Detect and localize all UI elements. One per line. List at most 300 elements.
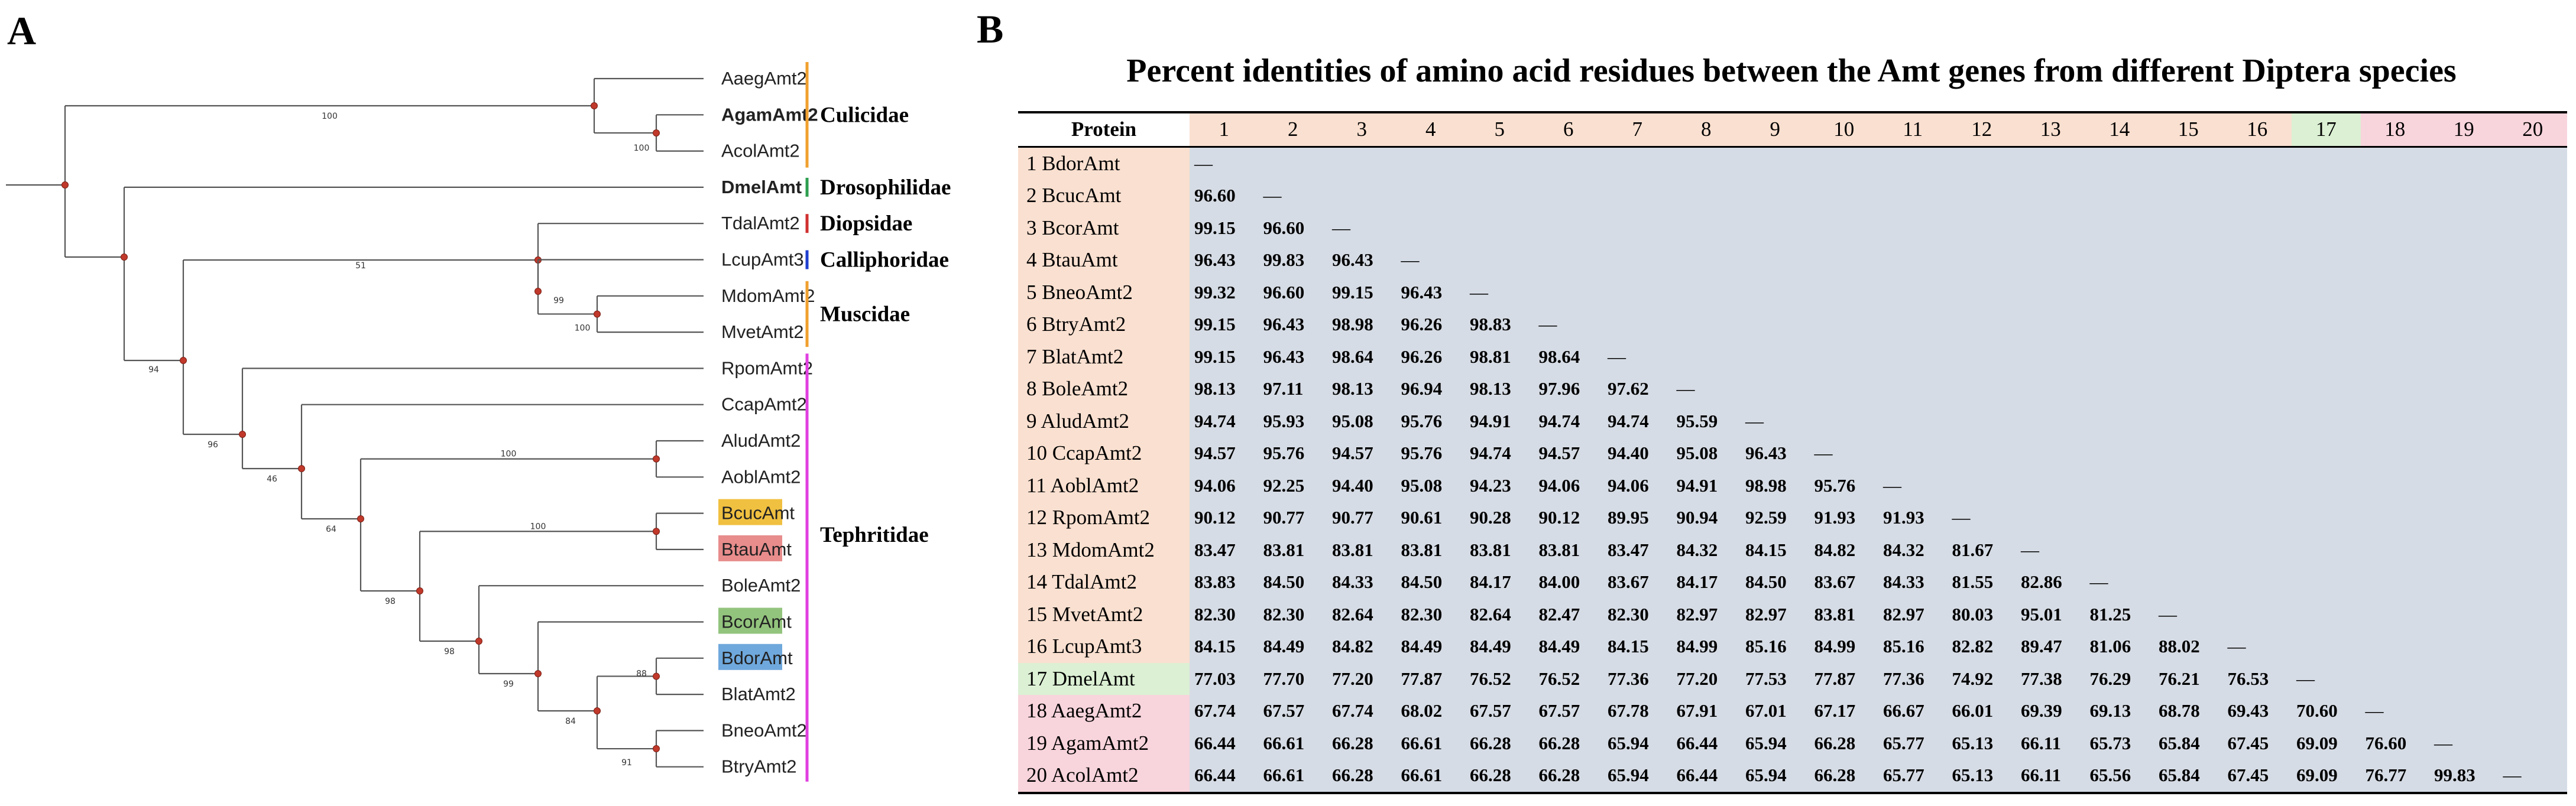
leaf-label: RpomAmt2 bbox=[721, 358, 814, 379]
leaf-label: CcapAmt2 bbox=[721, 394, 807, 415]
identity-cell: 95.76 bbox=[1810, 470, 1879, 502]
bootstrap-value: 88 bbox=[636, 669, 647, 679]
identity-cell: 65.94 bbox=[1741, 759, 1810, 793]
identity-cell: — bbox=[2361, 695, 2430, 727]
identity-cell: 67.57 bbox=[1534, 695, 1603, 727]
identity-cell: 84.99 bbox=[1810, 630, 1879, 663]
identity-cell: 96.60 bbox=[1259, 212, 1328, 245]
table-row bbox=[1018, 534, 2567, 567]
identity-cell bbox=[2085, 534, 2154, 567]
identity-cell: 76.53 bbox=[2223, 663, 2292, 696]
identity-cell bbox=[2154, 534, 2223, 567]
identity-cell bbox=[1534, 212, 1603, 245]
identity-cell bbox=[2499, 534, 2568, 567]
identity-cell: 67.17 bbox=[1810, 695, 1879, 727]
bootstrap-value: 94 bbox=[148, 365, 159, 375]
identity-cell: 67.45 bbox=[2223, 759, 2292, 793]
identity-cell bbox=[2016, 470, 2085, 502]
identity-cell: 77.87 bbox=[1396, 663, 1466, 696]
tree-node bbox=[594, 311, 601, 317]
identity-cell: — bbox=[2016, 534, 2085, 567]
identity-cell: 96.43 bbox=[1327, 244, 1396, 277]
identity-cell bbox=[2154, 147, 2223, 180]
identity-cell: 76.52 bbox=[1465, 663, 1534, 696]
leaf-label: DmelAmt bbox=[721, 176, 802, 197]
identity-cell: 82.64 bbox=[1327, 599, 1396, 631]
identity-cell bbox=[2154, 277, 2223, 309]
identity-cell: 95.08 bbox=[1672, 437, 1741, 470]
table-row bbox=[1018, 470, 2567, 502]
identity-cell: — bbox=[1396, 244, 1466, 277]
identity-cell: 96.60 bbox=[1259, 277, 1328, 309]
identity-table bbox=[1018, 111, 2567, 794]
identity-cell: 90.94 bbox=[1672, 502, 1741, 534]
column-header: 15 bbox=[2154, 112, 2223, 147]
table-title: Percent identities of amino acid residues between the Amt genes from different Diptera species bbox=[1126, 53, 2457, 89]
identity-cell bbox=[2292, 405, 2361, 438]
leaf-label: BcorAmt bbox=[721, 611, 792, 632]
row-label: 6 BtryAmt2 bbox=[1018, 308, 1190, 341]
identity-cell bbox=[2499, 244, 2568, 277]
identity-cell bbox=[2361, 599, 2430, 631]
identity-cell: 65.94 bbox=[1603, 727, 1672, 760]
identity-cell bbox=[1741, 147, 1810, 180]
identity-cell bbox=[1741, 212, 1810, 245]
identity-cell: 66.61 bbox=[1259, 727, 1328, 760]
identity-cell bbox=[1672, 308, 1741, 341]
identity-cell: 84.32 bbox=[1878, 534, 1948, 567]
identity-cell: 82.64 bbox=[1465, 599, 1534, 631]
identity-cell: 89.47 bbox=[2016, 630, 2085, 663]
identity-cell bbox=[2154, 180, 2223, 212]
leaf-label: BneoAmt2 bbox=[721, 720, 807, 741]
identity-cell: 94.06 bbox=[1603, 470, 1672, 502]
identity-cell: 98.64 bbox=[1534, 341, 1603, 373]
identity-cell bbox=[2154, 212, 2223, 245]
identity-cell bbox=[1741, 308, 1810, 341]
identity-cell bbox=[2361, 212, 2430, 245]
identity-cell bbox=[1948, 437, 2017, 470]
identity-cell bbox=[1396, 147, 1466, 180]
identity-cell bbox=[2499, 180, 2568, 212]
identity-cell: 83.67 bbox=[1810, 566, 1879, 599]
identity-cell bbox=[2085, 373, 2154, 405]
identity-cell bbox=[2223, 502, 2292, 534]
identity-cell: 82.30 bbox=[1190, 599, 1259, 631]
identity-cell bbox=[2499, 663, 2568, 696]
identity-cell bbox=[1878, 373, 1948, 405]
bootstrap-value: 98 bbox=[385, 597, 396, 606]
identity-cell: 66.61 bbox=[1259, 759, 1328, 793]
identity-cell: 84.33 bbox=[1327, 566, 1396, 599]
identity-cell: 94.74 bbox=[1190, 405, 1259, 438]
identity-cell: 99.83 bbox=[2429, 759, 2499, 793]
identity-cell: 77.53 bbox=[1741, 663, 1810, 696]
identity-cell bbox=[1948, 277, 2017, 309]
identity-cell bbox=[2429, 147, 2499, 180]
identity-cell: 83.67 bbox=[1603, 566, 1672, 599]
panel-a-label: A bbox=[7, 8, 37, 53]
identity-cell: 65.94 bbox=[1741, 727, 1810, 760]
identity-cell bbox=[2016, 277, 2085, 309]
identity-cell bbox=[2016, 373, 2085, 405]
leaf-label: AaegAmt2 bbox=[721, 68, 807, 89]
identity-cell bbox=[1672, 180, 1741, 212]
identity-cell: 98.13 bbox=[1190, 373, 1259, 405]
identity-cell bbox=[2292, 437, 2361, 470]
identity-cell: 76.60 bbox=[2361, 727, 2430, 760]
table-row bbox=[1018, 373, 2567, 405]
identity-cell: 66.28 bbox=[1810, 759, 1879, 793]
identity-cell bbox=[2361, 534, 2430, 567]
identity-cell: 82.47 bbox=[1534, 599, 1603, 631]
protein-header: Protein bbox=[1018, 112, 1190, 147]
leaf-label: BoleAmt2 bbox=[721, 575, 801, 596]
identity-cell: 98.81 bbox=[1465, 341, 1534, 373]
identity-cell bbox=[1878, 437, 1948, 470]
bootstrap-value: 98 bbox=[444, 647, 455, 656]
identity-cell bbox=[2085, 341, 2154, 373]
identity-cell: 68.78 bbox=[2154, 695, 2223, 727]
identity-cell bbox=[2429, 212, 2499, 245]
identity-cell bbox=[1878, 244, 1948, 277]
identity-cell: 76.29 bbox=[2085, 663, 2154, 696]
identity-cell: 94.23 bbox=[1465, 470, 1534, 502]
identity-cell bbox=[2429, 308, 2499, 341]
leaf-label: LcupAmt3 bbox=[721, 249, 804, 270]
identity-cell bbox=[1948, 470, 2017, 502]
identity-cell bbox=[2016, 147, 2085, 180]
identity-cell: 84.99 bbox=[1672, 630, 1741, 663]
table-row bbox=[1018, 437, 2567, 470]
row-label: 3 BcorAmt bbox=[1018, 212, 1190, 245]
tree-node bbox=[653, 129, 660, 136]
identity-cell bbox=[2292, 373, 2361, 405]
identity-cell: 95.76 bbox=[1396, 405, 1466, 438]
identity-cell: 94.40 bbox=[1327, 470, 1396, 502]
identity-cell bbox=[1741, 277, 1810, 309]
identity-cell bbox=[2429, 244, 2499, 277]
identity-cell: 66.61 bbox=[1396, 727, 1466, 760]
identity-cell bbox=[1465, 244, 1534, 277]
phylogenetic-tree bbox=[0, 0, 1005, 806]
identity-cell bbox=[2361, 437, 2430, 470]
tree-node bbox=[591, 102, 598, 109]
identity-cell bbox=[1603, 308, 1672, 341]
identity-cell bbox=[2223, 437, 2292, 470]
column-header: 20 bbox=[2499, 112, 2568, 147]
identity-cell bbox=[1810, 405, 1879, 438]
identity-cell: 65.73 bbox=[2085, 727, 2154, 760]
column-header: 9 bbox=[1741, 112, 1810, 147]
table-row bbox=[1018, 180, 2567, 212]
tree-node bbox=[239, 431, 246, 438]
identity-cell bbox=[2361, 277, 2430, 309]
identity-cell bbox=[1878, 212, 1948, 245]
identity-cell bbox=[2223, 308, 2292, 341]
table-row bbox=[1018, 599, 2567, 631]
identity-cell: 83.47 bbox=[1190, 534, 1259, 567]
column-header: 5 bbox=[1465, 112, 1534, 147]
identity-cell: 92.25 bbox=[1259, 470, 1328, 502]
identity-cell: 68.02 bbox=[1396, 695, 1466, 727]
row-label: 19 AgamAmt2 bbox=[1018, 727, 1190, 760]
identity-cell: 66.44 bbox=[1672, 727, 1741, 760]
identity-cell bbox=[1948, 308, 2017, 341]
column-header: 12 bbox=[1948, 112, 2017, 147]
table-row bbox=[1018, 727, 2567, 760]
identity-cell: 65.94 bbox=[1603, 759, 1672, 793]
identity-cell: 81.25 bbox=[2085, 599, 2154, 631]
identity-cell bbox=[2016, 308, 2085, 341]
tree-node bbox=[653, 746, 660, 752]
identity-cell bbox=[2429, 373, 2499, 405]
row-label: 8 BoleAmt2 bbox=[1018, 373, 1190, 405]
identity-cell: — bbox=[1948, 502, 2017, 534]
identity-cell: 84.49 bbox=[1465, 630, 1534, 663]
identity-cell bbox=[1810, 373, 1879, 405]
identity-cell: 84.15 bbox=[1603, 630, 1672, 663]
identity-cell: 77.38 bbox=[2016, 663, 2085, 696]
identity-cell: 69.09 bbox=[2292, 727, 2361, 760]
bootstrap-value: 99 bbox=[503, 680, 514, 689]
identity-cell: 69.39 bbox=[2016, 695, 2085, 727]
identity-cell bbox=[1672, 212, 1741, 245]
identity-cell: 67.78 bbox=[1603, 695, 1672, 727]
row-label: 1 BdorAmt bbox=[1018, 147, 1190, 180]
identity-cell: 66.11 bbox=[2016, 759, 2085, 793]
bootstrap-value: 51 bbox=[355, 261, 366, 271]
identity-cell: 84.82 bbox=[1327, 630, 1396, 663]
identity-cell: 98.64 bbox=[1327, 341, 1396, 373]
identity-cell bbox=[2361, 502, 2430, 534]
row-label: 9 AludAmt2 bbox=[1018, 405, 1190, 438]
identity-cell: 96.94 bbox=[1396, 373, 1466, 405]
identity-cell bbox=[2085, 277, 2154, 309]
tree-node bbox=[417, 588, 423, 594]
identity-cell: 91.93 bbox=[1810, 502, 1879, 534]
column-header: 7 bbox=[1603, 112, 1672, 147]
identity-cell: — bbox=[1672, 373, 1741, 405]
identity-cell bbox=[1948, 244, 2017, 277]
row-label: 12 RpomAmt2 bbox=[1018, 502, 1190, 534]
identity-cell: 65.56 bbox=[2085, 759, 2154, 793]
identity-cell: 99.15 bbox=[1327, 277, 1396, 309]
identity-cell: 65.84 bbox=[2154, 727, 2223, 760]
tree-node bbox=[653, 673, 660, 680]
row-label: 15 MvetAmt2 bbox=[1018, 599, 1190, 631]
identity-cell: 95.59 bbox=[1672, 405, 1741, 438]
identity-cell bbox=[1948, 180, 2017, 212]
identity-cell: 95.76 bbox=[1259, 437, 1328, 470]
identity-cell: 83.81 bbox=[1327, 534, 1396, 567]
column-header: 1 bbox=[1190, 112, 1259, 147]
identity-cell: 89.95 bbox=[1603, 502, 1672, 534]
identity-cell bbox=[1396, 180, 1466, 212]
identity-cell bbox=[1741, 244, 1810, 277]
identity-cell: 81.67 bbox=[1948, 534, 2017, 567]
identity-cell: 70.60 bbox=[2292, 695, 2361, 727]
identity-cell: 66.67 bbox=[1878, 695, 1948, 727]
identity-cell bbox=[2361, 405, 2430, 438]
identity-cell: 66.61 bbox=[1396, 759, 1466, 793]
identity-cell: — bbox=[2085, 566, 2154, 599]
table-row bbox=[1018, 630, 2567, 663]
identity-cell bbox=[2223, 373, 2292, 405]
identity-cell: 96.43 bbox=[1741, 437, 1810, 470]
identity-cell bbox=[2429, 405, 2499, 438]
identity-cell bbox=[2361, 244, 2430, 277]
identity-cell: 67.91 bbox=[1672, 695, 1741, 727]
row-label: 18 AaegAmt2 bbox=[1018, 695, 1190, 727]
leaf-label: AoblAmt2 bbox=[721, 466, 801, 488]
identity-cell: 66.28 bbox=[1327, 727, 1396, 760]
identity-cell: 66.11 bbox=[2016, 727, 2085, 760]
identity-cell: — bbox=[1465, 277, 1534, 309]
identity-cell bbox=[1810, 147, 1879, 180]
identity-cell bbox=[2016, 437, 2085, 470]
identity-cell: 98.13 bbox=[1465, 373, 1534, 405]
row-label: 10 CcapAmt2 bbox=[1018, 437, 1190, 470]
identity-cell: 99.15 bbox=[1190, 308, 1259, 341]
identity-cell bbox=[2154, 308, 2223, 341]
identity-cell: 84.15 bbox=[1190, 630, 1259, 663]
column-header: 6 bbox=[1534, 112, 1603, 147]
tree-node bbox=[476, 638, 482, 645]
identity-cell bbox=[2154, 566, 2223, 599]
leaf-label: BtryAmt2 bbox=[721, 756, 797, 777]
identity-cell: 66.28 bbox=[1810, 727, 1879, 760]
identity-cell bbox=[1948, 373, 2017, 405]
identity-cell: 74.92 bbox=[1948, 663, 2017, 696]
identity-cell bbox=[2429, 599, 2499, 631]
identity-cell: 82.97 bbox=[1672, 599, 1741, 631]
identity-cell: 97.62 bbox=[1603, 373, 1672, 405]
identity-cell bbox=[2223, 180, 2292, 212]
identity-cell: — bbox=[1603, 341, 1672, 373]
identity-cell: 99.32 bbox=[1190, 277, 1259, 309]
identity-cell: — bbox=[1190, 147, 1259, 180]
identity-cell: 95.93 bbox=[1259, 405, 1328, 438]
family-label: Drosophilidae bbox=[820, 175, 951, 200]
identity-cell bbox=[2361, 630, 2430, 663]
identity-cell bbox=[1810, 212, 1879, 245]
identity-cell: 66.01 bbox=[1948, 695, 2017, 727]
identity-cell: — bbox=[2429, 727, 2499, 760]
panel-b-label: B bbox=[977, 6, 1004, 51]
identity-cell bbox=[1948, 341, 2017, 373]
identity-cell: 65.77 bbox=[1878, 759, 1948, 793]
identity-cell: — bbox=[2499, 759, 2568, 793]
identity-cell bbox=[2223, 244, 2292, 277]
identity-cell: 84.49 bbox=[1259, 630, 1328, 663]
identity-cell: 84.50 bbox=[1259, 566, 1328, 599]
identity-cell: 81.55 bbox=[1948, 566, 2017, 599]
identity-cell bbox=[1534, 244, 1603, 277]
identity-cell bbox=[2223, 212, 2292, 245]
identity-cell bbox=[2154, 244, 2223, 277]
identity-cell bbox=[1810, 180, 1879, 212]
family-label: Muscidae bbox=[820, 302, 910, 327]
family-label: Calliphoridae bbox=[820, 248, 949, 272]
identity-cell bbox=[2361, 566, 2430, 599]
row-label: 5 BneoAmt2 bbox=[1018, 277, 1190, 309]
table-row bbox=[1018, 341, 2567, 373]
bootstrap-value: 100 bbox=[574, 323, 591, 333]
identity-cell bbox=[1327, 180, 1396, 212]
identity-cell: — bbox=[1810, 437, 1879, 470]
identity-cell: 82.97 bbox=[1741, 599, 1810, 631]
identity-cell: 82.30 bbox=[1396, 599, 1466, 631]
identity-cell bbox=[1396, 212, 1466, 245]
identity-cell: 82.97 bbox=[1878, 599, 1948, 631]
identity-cell: 95.08 bbox=[1396, 470, 1466, 502]
table-row bbox=[1018, 244, 2567, 277]
identity-cell bbox=[1534, 180, 1603, 212]
identity-cell bbox=[2223, 599, 2292, 631]
identity-cell: 88.02 bbox=[2154, 630, 2223, 663]
identity-cell bbox=[2085, 502, 2154, 534]
identity-cell bbox=[2292, 277, 2361, 309]
row-label: 2 BcucAmt bbox=[1018, 180, 1190, 212]
identity-cell: 94.06 bbox=[1190, 470, 1259, 502]
identity-cell bbox=[1603, 244, 1672, 277]
identity-cell bbox=[1603, 212, 1672, 245]
identity-cell: 82.86 bbox=[2016, 566, 2085, 599]
identity-cell: 98.83 bbox=[1465, 308, 1534, 341]
identity-cell bbox=[1810, 244, 1879, 277]
identity-cell: 84.50 bbox=[1396, 566, 1466, 599]
identity-cell: — bbox=[1534, 308, 1603, 341]
identity-cell: 66.28 bbox=[1465, 759, 1534, 793]
identity-cell bbox=[1878, 341, 1948, 373]
identity-cell bbox=[2085, 180, 2154, 212]
identity-cell bbox=[2292, 470, 2361, 502]
tree-node bbox=[121, 254, 128, 261]
leaf-label: AcolAmt2 bbox=[721, 140, 800, 161]
identity-cell: — bbox=[2154, 599, 2223, 631]
tree-node bbox=[653, 528, 660, 535]
identity-cell bbox=[2154, 502, 2223, 534]
identity-cell bbox=[2429, 341, 2499, 373]
identity-cell: 83.81 bbox=[1396, 534, 1466, 567]
identity-cell bbox=[2292, 180, 2361, 212]
identity-cell: 99.15 bbox=[1190, 341, 1259, 373]
identity-cell bbox=[2292, 308, 2361, 341]
identity-cell bbox=[1948, 212, 2017, 245]
table-row bbox=[1018, 405, 2567, 438]
identity-cell bbox=[2429, 663, 2499, 696]
identity-cell: 97.11 bbox=[1259, 373, 1328, 405]
identity-cell bbox=[1465, 212, 1534, 245]
column-header: 8 bbox=[1672, 112, 1741, 147]
identity-cell bbox=[2499, 437, 2568, 470]
identity-cell: 69.09 bbox=[2292, 759, 2361, 793]
identity-cell bbox=[2429, 534, 2499, 567]
identity-cell bbox=[2292, 599, 2361, 631]
row-label: 7 BlatAmt2 bbox=[1018, 341, 1190, 373]
identity-cell bbox=[2499, 277, 2568, 309]
identity-cell bbox=[2361, 373, 2430, 405]
table-row bbox=[1018, 695, 2567, 727]
identity-cell: 94.06 bbox=[1534, 470, 1603, 502]
identity-cell: 83.83 bbox=[1190, 566, 1259, 599]
identity-cell: 83.81 bbox=[1259, 534, 1328, 567]
identity-cell bbox=[2361, 180, 2430, 212]
identity-cell bbox=[2016, 341, 2085, 373]
identity-cell: 69.43 bbox=[2223, 695, 2292, 727]
leaf-label: MdomAmt2 bbox=[721, 285, 815, 306]
